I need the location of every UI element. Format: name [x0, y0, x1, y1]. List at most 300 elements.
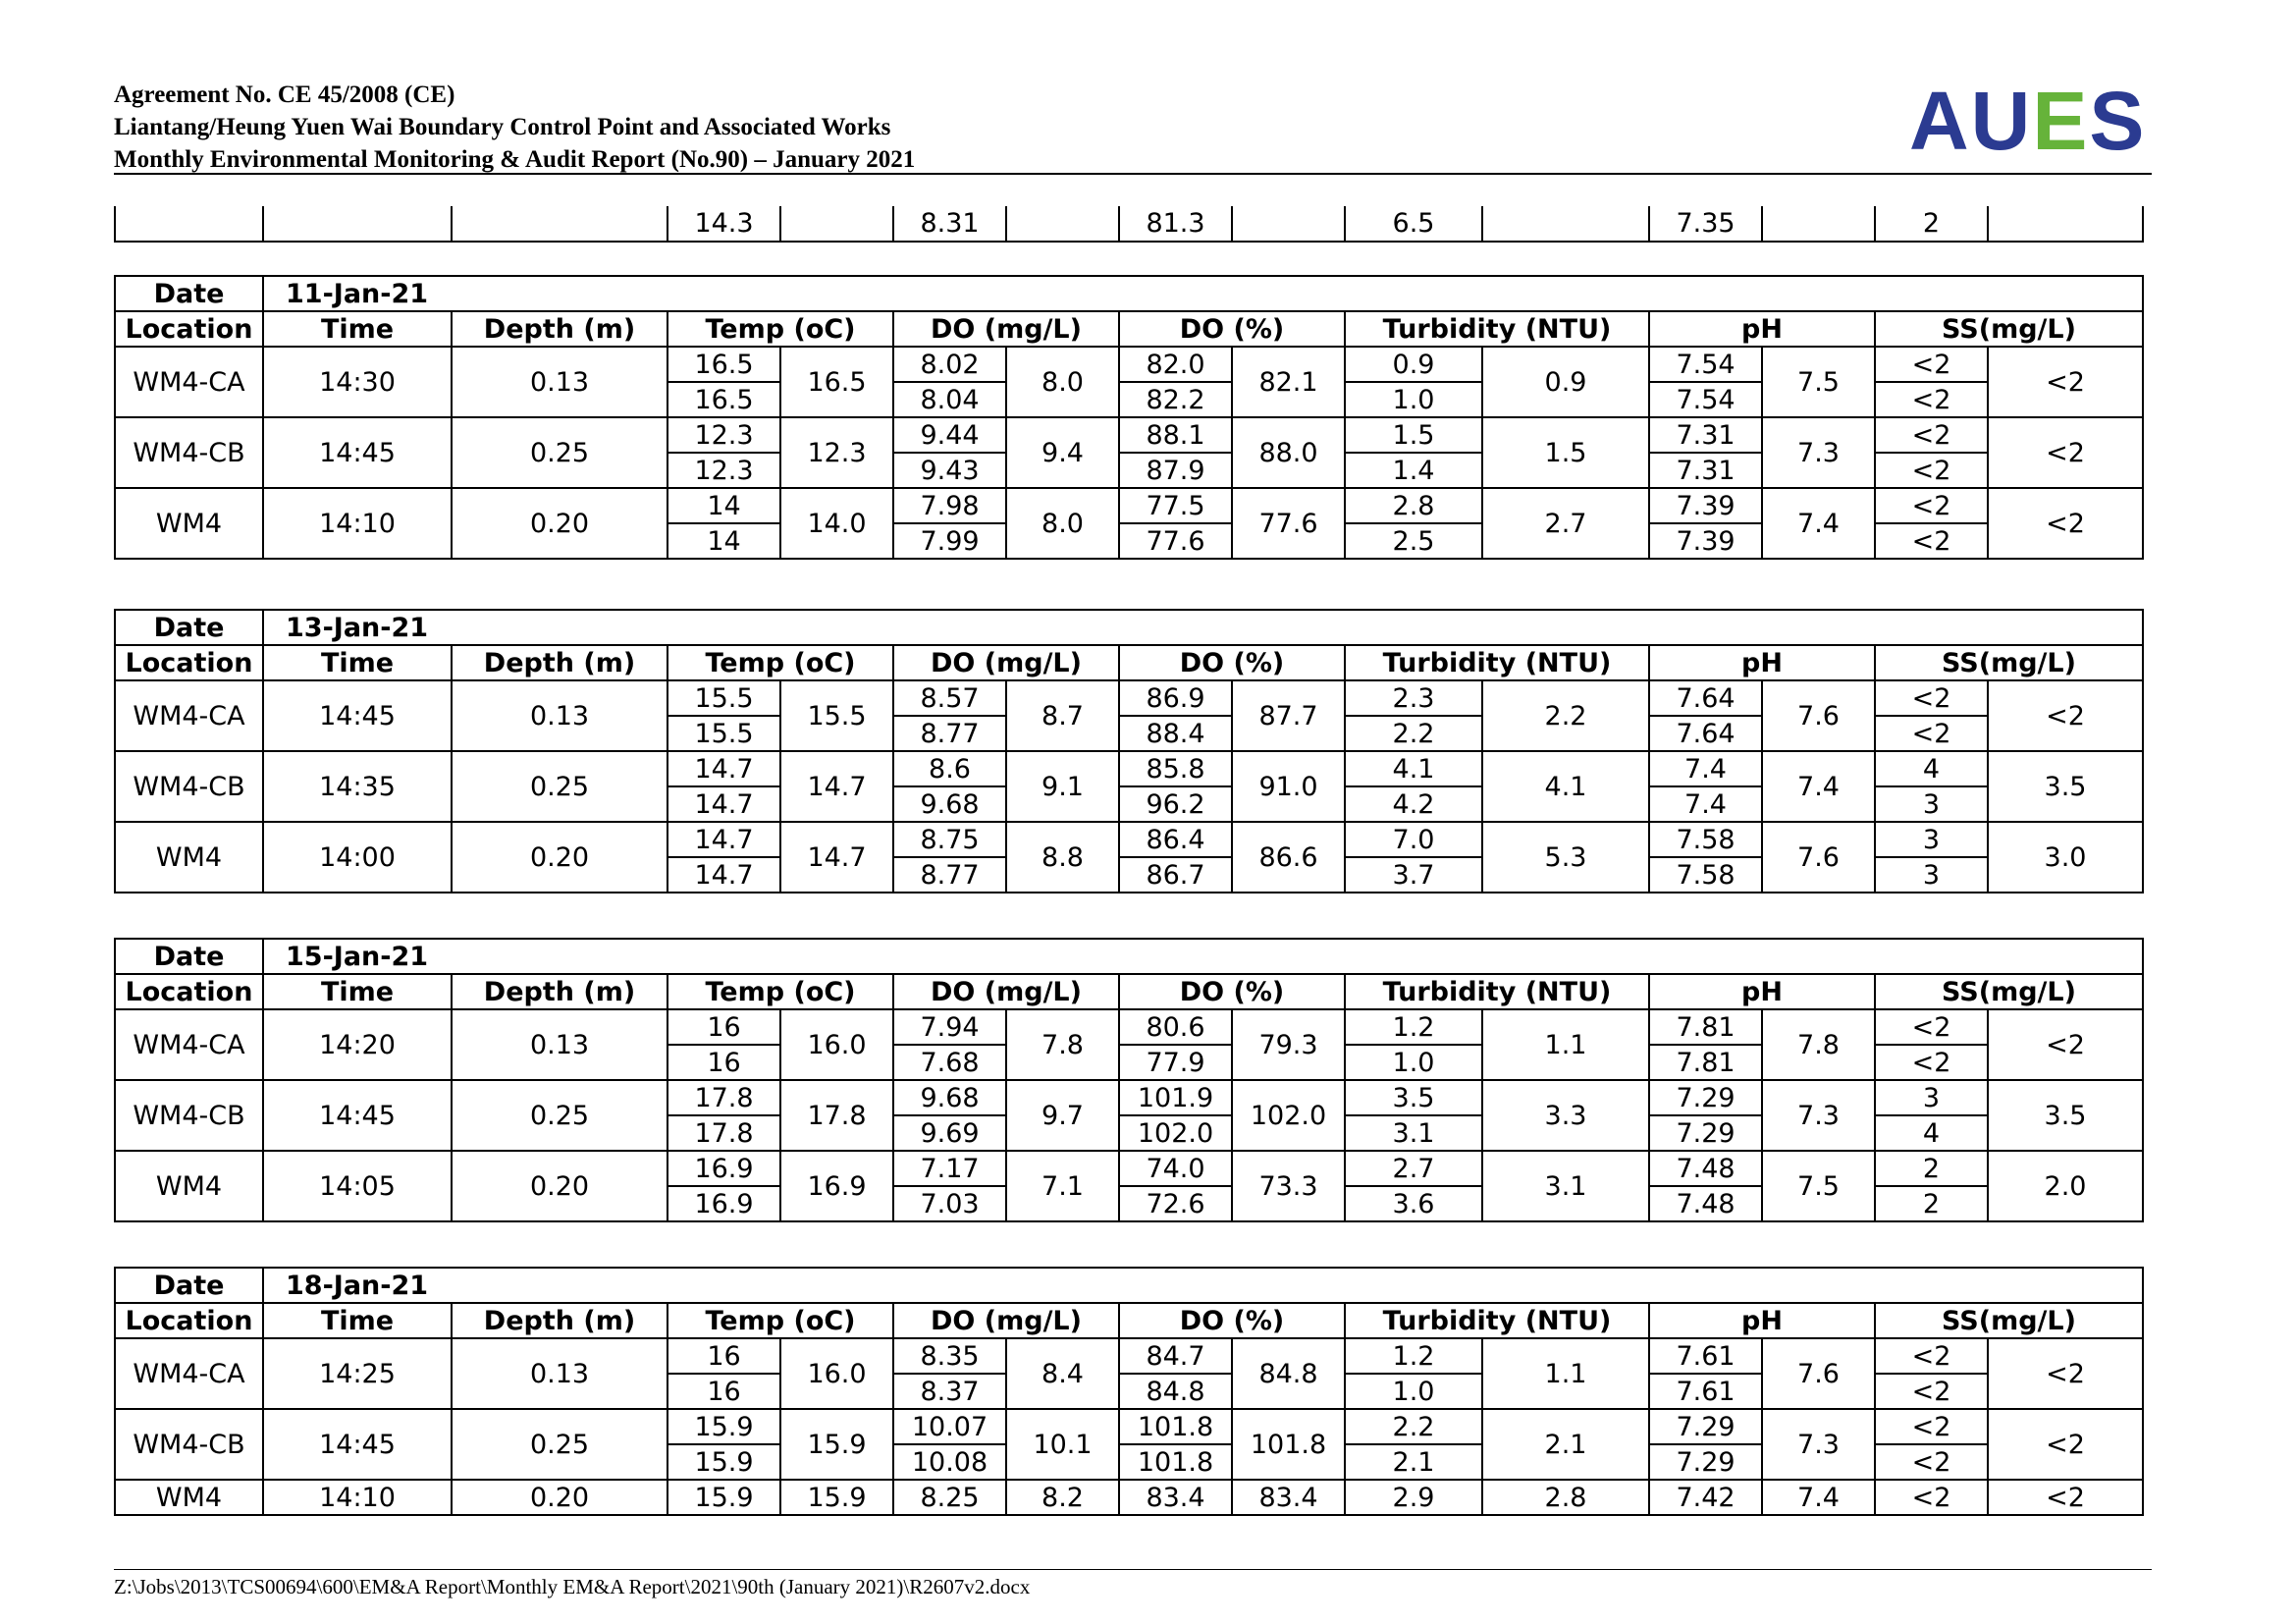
temp-reading: 16 [667, 1045, 780, 1080]
turbidity-average: 1.1 [1482, 1009, 1649, 1080]
temp-reading: 12.3 [667, 453, 780, 488]
do-pct-reading: 96.2 [1119, 786, 1232, 822]
turbidity-average: 0.9 [1482, 347, 1649, 417]
ss-average: <2 [1988, 1480, 2143, 1515]
ph-header: pH [1649, 974, 1875, 1009]
ss-average: 2.0 [1988, 1151, 2143, 1221]
ss-reading: 3 [1875, 857, 1988, 893]
aues-logo: AUES [1909, 75, 2147, 167]
date-value: 18-Jan-21 [263, 1268, 2143, 1303]
temp-reading: 14.7 [667, 857, 780, 893]
ss-reading: 4 [1875, 1115, 1988, 1151]
column-header-row [115, 311, 2143, 347]
ph-reading: 7.64 [1649, 680, 1762, 716]
ss-reading: 2 [1875, 1186, 1988, 1221]
location-cell: WM4 [115, 488, 263, 559]
depth-cell: 0.20 [452, 822, 667, 893]
depth-cell: 0.13 [452, 680, 667, 751]
temp-average: 12.3 [780, 417, 893, 488]
turbidity-reading: 2.2 [1345, 716, 1482, 751]
temp-header: Temp (oC) [667, 974, 893, 1009]
ph-reading: 7.48 [1649, 1151, 1762, 1186]
do-mgl-average: 8.8 [1006, 822, 1119, 893]
table-row [115, 1080, 2143, 1115]
turbidity-header: Turbidity (NTU) [1345, 645, 1649, 680]
turbidity-reading: 2.9 [1345, 1480, 1482, 1515]
ph-reading: 7.42 [1649, 1480, 1762, 1515]
ss-reading: <2 [1875, 523, 1988, 559]
column-header-row [115, 645, 2143, 680]
do-mgl-reading: 10.08 [893, 1444, 1006, 1480]
do-pct-average: 84.8 [1232, 1338, 1345, 1409]
do-mgl-header: DO (mg/L) [893, 311, 1119, 347]
do-pct-reading: 101.8 [1119, 1444, 1232, 1480]
do-pct-reading: 82.2 [1119, 382, 1232, 417]
location-cell: WM4 [115, 1480, 263, 1515]
turbidity-reading: 3.7 [1345, 857, 1482, 893]
depth-header: Depth (m) [452, 974, 667, 1009]
ph-average: 7.5 [1762, 347, 1875, 417]
turbidity-average: 2.2 [1482, 680, 1649, 751]
location-cell: WM4-CA [115, 680, 263, 751]
do-pct-reading: 77.5 [1119, 488, 1232, 523]
do-pct-average: 88.0 [1232, 417, 1345, 488]
temp-average: 15.5 [780, 680, 893, 751]
depth-header: Depth (m) [452, 645, 667, 680]
do-mgl-reading: 8.57 [893, 680, 1006, 716]
do-mgl-header: DO (mg/L) [893, 974, 1119, 1009]
do-pct-header: DO (%) [1119, 311, 1345, 347]
ss-average: <2 [1988, 347, 2143, 417]
do-mgl-average: 9.7 [1006, 1080, 1119, 1151]
ph-reading: 7.61 [1649, 1338, 1762, 1374]
temp-reading: 16.9 [667, 1186, 780, 1221]
ph-average: 7.6 [1762, 680, 1875, 751]
ss-reading: <2 [1875, 1009, 1988, 1045]
temp-reading: 14 [667, 488, 780, 523]
ss-average: <2 [1988, 1009, 2143, 1080]
ss-average: <2 [1988, 680, 2143, 751]
do-pct-reading: 77.6 [1119, 523, 1232, 559]
ph-reading: 7.4 [1649, 751, 1762, 786]
turbidity-reading: 2.3 [1345, 680, 1482, 716]
time-cell: 14:25 [263, 1338, 452, 1409]
continuation-cell: 8.31 [893, 206, 1006, 242]
continuation-cell [1988, 206, 2143, 242]
temp-reading: 16 [667, 1374, 780, 1409]
ph-header: pH [1649, 645, 1875, 680]
ph-reading: 7.58 [1649, 857, 1762, 893]
temp-average: 16.0 [780, 1338, 893, 1409]
date-row [115, 610, 2143, 645]
do-pct-reading: 85.8 [1119, 751, 1232, 786]
do-pct-reading: 86.4 [1119, 822, 1232, 857]
temp-reading: 16.5 [667, 382, 780, 417]
do-mgl-reading: 9.43 [893, 453, 1006, 488]
table-row [115, 1151, 2143, 1186]
temp-header: Temp (oC) [667, 645, 893, 680]
ph-header: pH [1649, 1303, 1875, 1338]
do-pct-header: DO (%) [1119, 645, 1345, 680]
temp-average: 16.5 [780, 347, 893, 417]
do-pct-reading: 102.0 [1119, 1115, 1232, 1151]
do-pct-reading: 101.8 [1119, 1409, 1232, 1444]
do-mgl-average: 7.1 [1006, 1151, 1119, 1221]
ss-header: SS(mg/L) [1875, 311, 2143, 347]
do-mgl-reading: 8.35 [893, 1338, 1006, 1374]
temp-reading: 17.8 [667, 1080, 780, 1115]
turbidity-header: Turbidity (NTU) [1345, 311, 1649, 347]
time-cell: 14:20 [263, 1009, 452, 1080]
turbidity-reading: 7.0 [1345, 822, 1482, 857]
table-row [115, 1338, 2143, 1374]
ph-average: 7.6 [1762, 822, 1875, 893]
turbidity-reading: 3.5 [1345, 1080, 1482, 1115]
turbidity-average: 1.1 [1482, 1338, 1649, 1409]
do-pct-average: 91.0 [1232, 751, 1345, 822]
ph-reading: 7.58 [1649, 822, 1762, 857]
report-title-line: Monthly Environmental Monitoring & Audit Report (No.90) – January 2021 [114, 146, 916, 173]
table-row [115, 417, 2143, 453]
ph-reading: 7.54 [1649, 347, 1762, 382]
do-mgl-average: 7.8 [1006, 1009, 1119, 1080]
do-pct-reading: 72.6 [1119, 1186, 1232, 1221]
continuation-cell: 6.5 [1345, 206, 1482, 242]
ph-reading: 7.29 [1649, 1444, 1762, 1480]
do-mgl-average: 9.4 [1006, 417, 1119, 488]
ph-average: 7.4 [1762, 751, 1875, 822]
turbidity-reading: 1.0 [1345, 1045, 1482, 1080]
temp-reading: 14.7 [667, 822, 780, 857]
do-pct-reading: 74.0 [1119, 1151, 1232, 1186]
turbidity-reading: 2.1 [1345, 1444, 1482, 1480]
ss-average: 3.5 [1988, 751, 2143, 822]
do-mgl-reading: 7.17 [893, 1151, 1006, 1186]
do-pct-average: 82.1 [1232, 347, 1345, 417]
temp-reading: 17.8 [667, 1115, 780, 1151]
ss-average: 3.0 [1988, 822, 2143, 893]
ss-reading: <2 [1875, 716, 1988, 751]
time-cell: 14:45 [263, 417, 452, 488]
ph-reading: 7.39 [1649, 523, 1762, 559]
turbidity-reading: 2.7 [1345, 1151, 1482, 1186]
do-mgl-reading: 8.37 [893, 1374, 1006, 1409]
temp-reading: 14.7 [667, 751, 780, 786]
temp-reading: 14 [667, 523, 780, 559]
do-mgl-reading: 8.02 [893, 347, 1006, 382]
depth-cell: 0.20 [452, 488, 667, 559]
ss-reading: <2 [1875, 382, 1988, 417]
turbidity-reading: 2.5 [1345, 523, 1482, 559]
depth-cell: 0.13 [452, 1009, 667, 1080]
ph-average: 7.3 [1762, 1409, 1875, 1480]
turbidity-reading: 0.9 [1345, 347, 1482, 382]
continuation-cell [780, 206, 893, 242]
time-cell: 14:45 [263, 1080, 452, 1151]
do-mgl-header: DO (mg/L) [893, 1303, 1119, 1338]
time-header: Time [263, 1303, 452, 1338]
turbidity-reading: 1.0 [1345, 1374, 1482, 1409]
depth-cell: 0.20 [452, 1151, 667, 1221]
do-pct-average: 79.3 [1232, 1009, 1345, 1080]
do-mgl-reading: 8.77 [893, 716, 1006, 751]
continuation-cell [1762, 206, 1875, 242]
column-header-row [115, 1303, 2143, 1338]
turbidity-average: 2.8 [1482, 1480, 1649, 1515]
ss-reading: <2 [1875, 488, 1988, 523]
time-cell: 14:00 [263, 822, 452, 893]
turbidity-average: 5.3 [1482, 822, 1649, 893]
location-cell: WM4-CB [115, 751, 263, 822]
do-pct-header: DO (%) [1119, 1303, 1345, 1338]
do-mgl-reading: 8.77 [893, 857, 1006, 893]
table-row [115, 680, 2143, 716]
date-label: Date [115, 610, 263, 645]
temp-reading: 16.9 [667, 1151, 780, 1186]
date-value: 11-Jan-21 [263, 276, 2143, 311]
ph-average: 7.8 [1762, 1009, 1875, 1080]
ph-average: 7.3 [1762, 1080, 1875, 1151]
table-row [115, 488, 2143, 523]
date-label: Date [115, 1268, 263, 1303]
turbidity-reading: 1.4 [1345, 453, 1482, 488]
do-mgl-reading: 7.68 [893, 1045, 1006, 1080]
do-mgl-average: 8.4 [1006, 1338, 1119, 1409]
temp-average: 16.9 [780, 1151, 893, 1221]
table-row [115, 751, 2143, 786]
time-header: Time [263, 645, 452, 680]
time-cell: 14:35 [263, 751, 452, 822]
date-row [115, 1268, 2143, 1303]
temp-reading: 16 [667, 1009, 780, 1045]
location-cell: WM4 [115, 1151, 263, 1221]
ph-reading: 7.81 [1649, 1009, 1762, 1045]
temp-reading: 15.9 [667, 1480, 780, 1515]
date-value: 15-Jan-21 [263, 939, 2143, 974]
date-row [115, 276, 2143, 311]
do-pct-reading: 83.4 [1119, 1480, 1232, 1515]
turbidity-reading: 1.0 [1345, 382, 1482, 417]
project-line: Liantang/Heung Yuen Wai Boundary Control Point and Associated Works [114, 114, 891, 140]
temp-reading: 16 [667, 1338, 780, 1374]
ph-reading: 7.31 [1649, 417, 1762, 453]
location-cell: WM4-CA [115, 1009, 263, 1080]
ss-average: <2 [1988, 488, 2143, 559]
turbidity-reading: 2.8 [1345, 488, 1482, 523]
do-mgl-reading: 7.94 [893, 1009, 1006, 1045]
date-value: 13-Jan-21 [263, 610, 2143, 645]
do-pct-reading: 101.9 [1119, 1080, 1232, 1115]
do-mgl-reading: 9.69 [893, 1115, 1006, 1151]
location-cell: WM4-CB [115, 1409, 263, 1480]
do-pct-reading: 84.8 [1119, 1374, 1232, 1409]
ss-average: <2 [1988, 1409, 2143, 1480]
turbidity-reading: 3.6 [1345, 1186, 1482, 1221]
do-mgl-average: 10.1 [1006, 1409, 1119, 1480]
temp-average: 15.9 [780, 1480, 893, 1515]
time-cell: 14:30 [263, 347, 452, 417]
depth-cell: 0.13 [452, 1338, 667, 1409]
continuation-cell [1006, 206, 1119, 242]
turbidity-reading: 1.2 [1345, 1009, 1482, 1045]
ph-average: 7.6 [1762, 1338, 1875, 1409]
ss-reading: 3 [1875, 786, 1988, 822]
temp-average: 14.7 [780, 751, 893, 822]
do-mgl-average: 9.1 [1006, 751, 1119, 822]
ss-reading: 3 [1875, 822, 1988, 857]
ss-reading: <2 [1875, 1409, 1988, 1444]
do-mgl-reading: 9.68 [893, 786, 1006, 822]
turbidity-average: 3.1 [1482, 1151, 1649, 1221]
ss-average: <2 [1988, 417, 2143, 488]
ph-reading: 7.29 [1649, 1115, 1762, 1151]
do-mgl-average: 8.2 [1006, 1480, 1119, 1515]
turbidity-reading: 2.2 [1345, 1409, 1482, 1444]
do-pct-average: 87.7 [1232, 680, 1345, 751]
turbidity-average: 2.1 [1482, 1409, 1649, 1480]
do-pct-reading: 88.1 [1119, 417, 1232, 453]
turbidity-average: 4.1 [1482, 751, 1649, 822]
continuation-cell: 2 [1875, 206, 1988, 242]
turbidity-average: 2.7 [1482, 488, 1649, 559]
ph-reading: 7.48 [1649, 1186, 1762, 1221]
continuation-cell [115, 206, 263, 242]
depth-header: Depth (m) [452, 311, 667, 347]
temp-average: 17.8 [780, 1080, 893, 1151]
turbidity-header: Turbidity (NTU) [1345, 1303, 1649, 1338]
temp-average: 15.9 [780, 1409, 893, 1480]
depth-cell: 0.25 [452, 1080, 667, 1151]
time-cell: 14:10 [263, 488, 452, 559]
monitoring-table [114, 1267, 2144, 1516]
ss-reading: <2 [1875, 347, 1988, 382]
depth-header: Depth (m) [452, 1303, 667, 1338]
agreement-line: Agreement No. CE 45/2008 (CE) [114, 81, 455, 108]
file-path-footer: Z:\Jobs\2013\TCS00694\600\EM&A Report\Monthly EM&A Report\2021\90th (January 2021)\R2607v2.docx [114, 1575, 1031, 1598]
ph-average: 7.5 [1762, 1151, 1875, 1221]
table-row [115, 347, 2143, 382]
temp-average: 14.0 [780, 488, 893, 559]
ph-reading: 7.4 [1649, 786, 1762, 822]
header-divider [114, 173, 2152, 175]
turbidity-average: 1.5 [1482, 417, 1649, 488]
turbidity-average: 3.3 [1482, 1080, 1649, 1151]
temp-reading: 12.3 [667, 417, 780, 453]
location-header: Location [115, 974, 263, 1009]
table-row [115, 1009, 2143, 1045]
monitoring-table [114, 938, 2144, 1222]
do-pct-reading: 88.4 [1119, 716, 1232, 751]
do-pct-average: 101.8 [1232, 1409, 1345, 1480]
do-pct-reading: 86.7 [1119, 857, 1232, 893]
turbidity-reading: 1.5 [1345, 417, 1482, 453]
depth-cell: 0.25 [452, 751, 667, 822]
do-pct-reading: 77.9 [1119, 1045, 1232, 1080]
ph-reading: 7.81 [1649, 1045, 1762, 1080]
do-mgl-reading: 8.25 [893, 1480, 1006, 1515]
time-header: Time [263, 974, 452, 1009]
temp-reading: 15.5 [667, 680, 780, 716]
do-pct-header: DO (%) [1119, 974, 1345, 1009]
depth-cell: 0.20 [452, 1480, 667, 1515]
continuation-cell [1232, 206, 1345, 242]
ss-reading: 3 [1875, 1080, 1988, 1115]
ss-average: <2 [1988, 1338, 2143, 1409]
depth-cell: 0.25 [452, 417, 667, 488]
do-mgl-reading: 8.75 [893, 822, 1006, 857]
continuation-cell [263, 206, 452, 242]
do-pct-reading: 86.9 [1119, 680, 1232, 716]
do-mgl-reading: 8.6 [893, 751, 1006, 786]
continuation-cell [1482, 206, 1649, 242]
do-pct-average: 83.4 [1232, 1480, 1345, 1515]
ph-average: 7.3 [1762, 417, 1875, 488]
temp-reading: 14.7 [667, 786, 780, 822]
do-pct-average: 86.6 [1232, 822, 1345, 893]
do-mgl-average: 8.7 [1006, 680, 1119, 751]
do-mgl-average: 8.0 [1006, 488, 1119, 559]
ss-reading: 2 [1875, 1151, 1988, 1186]
do-mgl-reading: 7.99 [893, 523, 1006, 559]
ph-reading: 7.61 [1649, 1374, 1762, 1409]
ss-reading: <2 [1875, 1338, 1988, 1374]
ss-reading: <2 [1875, 680, 1988, 716]
time-cell: 14:10 [263, 1480, 452, 1515]
ph-header: pH [1649, 311, 1875, 347]
turbidity-reading: 1.2 [1345, 1338, 1482, 1374]
ph-reading: 7.39 [1649, 488, 1762, 523]
ss-reading: <2 [1875, 1480, 1988, 1515]
ss-reading: <2 [1875, 1374, 1988, 1409]
do-pct-average: 77.6 [1232, 488, 1345, 559]
ss-reading: 4 [1875, 751, 1988, 786]
location-cell: WM4-CB [115, 1080, 263, 1151]
turbidity-reading: 3.1 [1345, 1115, 1482, 1151]
depth-cell: 0.25 [452, 1409, 667, 1480]
location-header: Location [115, 645, 263, 680]
do-pct-average: 102.0 [1232, 1080, 1345, 1151]
location-cell: WM4 [115, 822, 263, 893]
do-mgl-reading: 7.98 [893, 488, 1006, 523]
ss-reading: <2 [1875, 1045, 1988, 1080]
do-pct-reading: 84.7 [1119, 1338, 1232, 1374]
turbidity-reading: 4.2 [1345, 786, 1482, 822]
ss-header: SS(mg/L) [1875, 645, 2143, 680]
report-header [114, 79, 915, 176]
temp-reading: 15.5 [667, 716, 780, 751]
ss-reading: <2 [1875, 453, 1988, 488]
do-mgl-header: DO (mg/L) [893, 645, 1119, 680]
continuation-row [115, 206, 2143, 242]
table-row [115, 822, 2143, 857]
ph-average: 7.4 [1762, 1480, 1875, 1515]
continuation-table [114, 206, 2144, 243]
do-pct-average: 73.3 [1232, 1151, 1345, 1221]
ss-reading: <2 [1875, 417, 1988, 453]
continuation-cell: 81.3 [1119, 206, 1232, 242]
temp-reading: 15.9 [667, 1444, 780, 1480]
table-row [115, 1480, 2143, 1515]
do-mgl-reading: 7.03 [893, 1186, 1006, 1221]
ph-reading: 7.64 [1649, 716, 1762, 751]
turbidity-header: Turbidity (NTU) [1345, 974, 1649, 1009]
temp-average: 16.0 [780, 1009, 893, 1080]
temp-reading: 15.9 [667, 1409, 780, 1444]
ss-header: SS(mg/L) [1875, 1303, 2143, 1338]
temp-reading: 16.5 [667, 347, 780, 382]
do-pct-reading: 87.9 [1119, 453, 1232, 488]
do-mgl-reading: 9.68 [893, 1080, 1006, 1115]
